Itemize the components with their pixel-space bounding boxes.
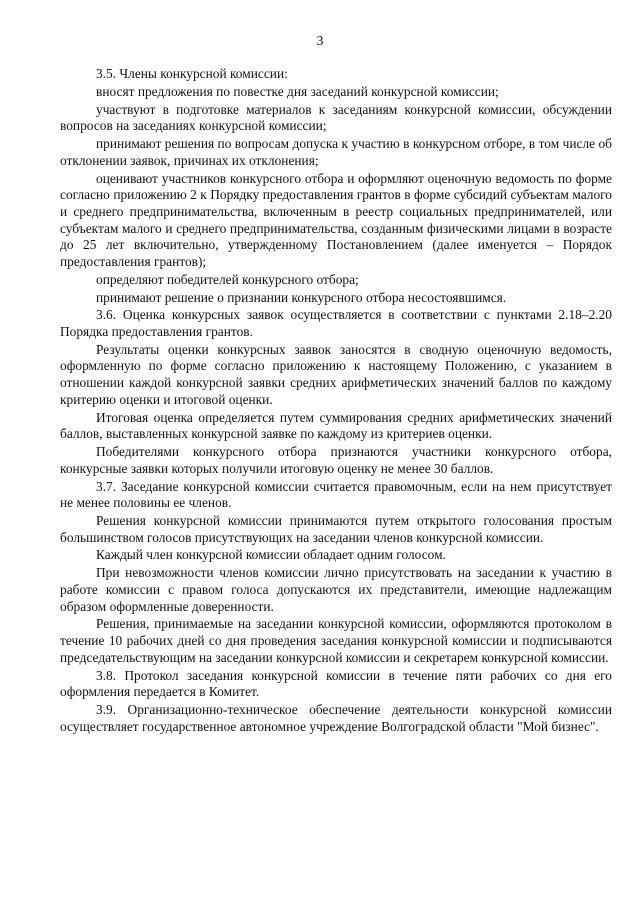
paragraph-representatives: При невозможности членов комиссии лично присутствовать на заседании к участию в работе комиссии с правом голоса допускаются их представители, имеющие надлежащим образом оформленные доверенности. xyxy=(60,565,612,614)
paragraph-results: Результаты оценки конкурсных заявок заносятся в сводную оценочную ведомость, оформленную по форме согласно приложению к настоящему Положению, с указанием в отношении каждой конкурсной заявки средних арифметических значений баллов по каждому критерию оценки и итоговой оценки. xyxy=(60,341,612,407)
paragraph-decisions-voting: Решения конкурсной комиссии принимаются путем открытого голосования простым большинством голосов присутствующих на заседании членов конкурсной комиссии. xyxy=(60,513,612,545)
paragraph-protocol: Решения, принимаемые на заседании конкурсной комиссии, оформляются протоколом в течение 10 рабочих дней со дня проведения заседания конкурсной комиссии и подписываются председательствующим на заседании конкурсной комиссии и секретарем конкурсной комиссии. xyxy=(60,616,612,665)
paragraph-3-9: 3.9. Организационно-техническое обеспечение деятельности конкурсной комиссии осуществляет государственное автономное учреждение Волгоградской области "Мой бизнес". xyxy=(60,702,612,734)
paragraph-duty-materials: участвуют в подготовке материалов к заседаниям конкурсной комиссии, обсуждении вопросов на заседаниях конкурсной комиссии; xyxy=(60,101,612,134)
document-body xyxy=(60,66,612,737)
paragraph-one-vote: Каждый член конкурсной комиссии обладает одним голосом. xyxy=(96,547,446,563)
paragraph-3-7: 3.7. Заседание конкурсной комиссии считается правомочным, если на нем присутствует не менее половины ее членов. xyxy=(60,478,612,511)
paragraph-duty-proposals: вносят предложения по повестке дня заседаний конкурсной комиссии; xyxy=(96,83,499,99)
paragraph-3-8: 3.8. Протокол заседания конкурсной комиссии в течение пяти рабочих со дня его оформления передается в Комитет. xyxy=(60,667,612,700)
page-number: 3 xyxy=(316,34,324,49)
paragraph-duty-evaluation: оценивают участников конкурсного отбора и оформляют оценочную ведомость по форме согласно приложению 2 к Порядку предоставления грантов в форме субсидий субъектам малого и среднего предпринимательства, включенным в реестр социальных предпринимателей, или субъектам малого и среднего предпринимательства, созданным физическими лицами в возрасте до 25 лет включительно, утвержденному Постановлением (далее именуется – Порядок предоставления грантов); xyxy=(60,170,612,269)
paragraph-winners: Победителями конкурсного отбора признаются участники конкурсного отбора, конкурсные заявки которых получили итоговую оценку не менее 30 баллов. xyxy=(60,444,612,476)
paragraph-duty-winners: определяют победителей конкурсного отбора; xyxy=(96,271,359,287)
paragraph-duty-failed: принимают решение о признании конкурсного отбора несостоявшимся. xyxy=(96,289,507,305)
paragraph-3-5: 3.5. Члены конкурсной комиссии: xyxy=(96,66,288,81)
paragraph-final-score: Итоговая оценка определяется путем суммирования средних арифметических значений баллов, выставленных конкурсной заявке по каждому из критериев оценки. xyxy=(60,409,612,442)
paragraph-duty-admission: принимают решения по вопросам допуска к участию в конкурсном отборе, в том числе об отклонении заявок, причинах их отклонения; xyxy=(60,136,612,168)
paragraph-3-6: 3.6. Оценка конкурсных заявок осуществляется в соответствии с пунктами 2.18–2.20 Порядка предоставления грантов. xyxy=(60,307,612,339)
